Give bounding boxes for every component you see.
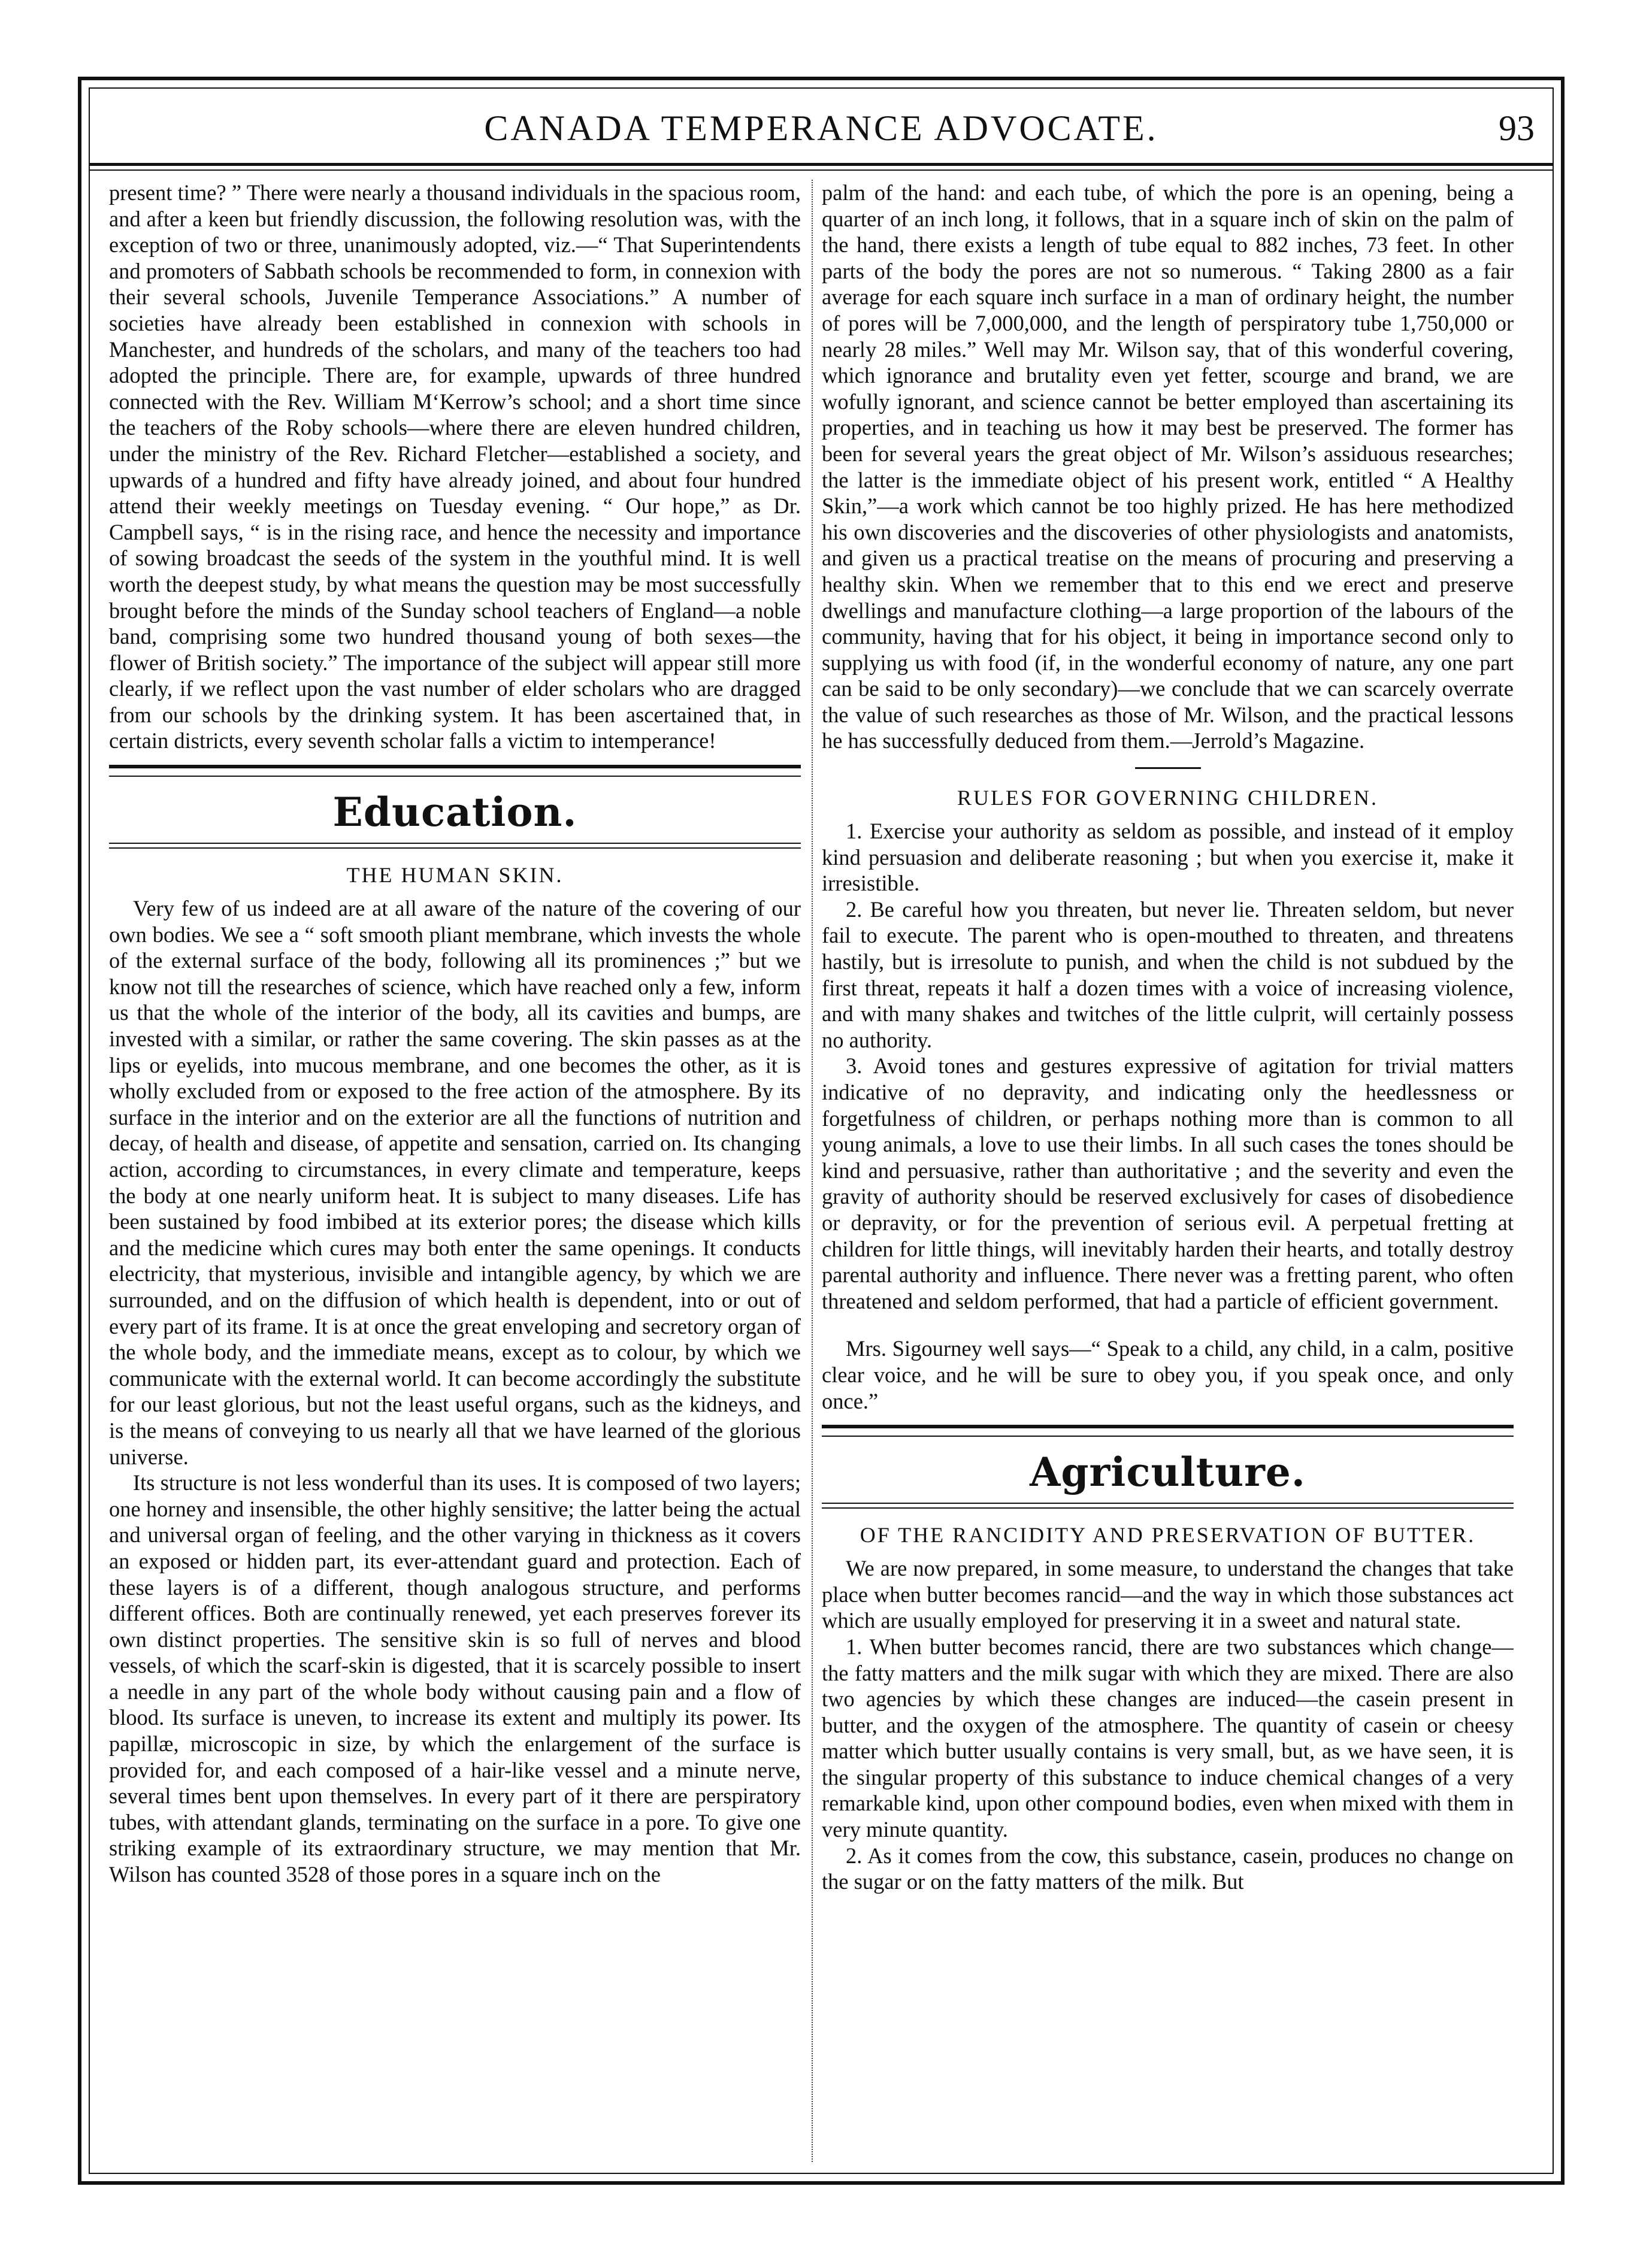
article-continuation: palm of the hand: and each tube, of which the pore is an opening, being a quarter of an inch long, it follows, that in a square inch of skin on the palm of the hand, there exists a length of tube equal to 882 inches, 73 feet. In other parts of the body the pores are not so numerous. “ Taking 2800 as a fair average for each square inch surface in a man of ordinary height, the number of pores will be 7,000,000, and the length of perspiratory tube 1,750,000 or nearly 28 miles.” Well may Mr. Wilson say, that of this wonderful covering, which ignorance and brutality even yet fetter, scourge and brand, we are wofully ignorant, and science cannot be better employed than ascertaining its properties, and in teaching us how it may best be preserved. The former has been for several years the great object of Mr. Wilson’s assiduous researches; the latter is the immediate object of his present work, entitled “ A Healthy Skin,”—a work which cannot be too highly prized. He has here methodized his own discoveries and the discoveries of other physiologists and anatomists, and given us a practical treatise on the means of procuring and preserving a healthy skin. When we remember that to this end we erect and preserve dwellings and manufacture clothing—a large proportion of the labours of the community, having that for his object, it being in importance second only to supplying us with food (if, in the wonderful economy of nature, any one part can be said to be only secondary)—we conclude that we can scarcely overrate the value of such researches as those of Mr. Wilson, and the practical lessons he has successfully deduced from them.—Jerrold’s Magazine. (822, 180, 1514, 753)
quote-paragraph: Mrs. Sigourney well says—“ Speak to a child, any child, in a calm, positive clear voice, and he will be sure to obey you, if you speak once, and only once.” (822, 1336, 1514, 1413)
section-rule (822, 1425, 1514, 1437)
article-paragraph: 2. As it comes from the cow, this substance, casein, produces no change on the sugar or on the fatty matters of the milk. But (822, 1843, 1514, 1894)
rule-item: 1. Exercise your authority as seldom as possible, and instead of it employ kind persuasion and deliberate reasoning ; but when you exercise it, make it irresistible. (822, 819, 1514, 896)
spacer (822, 1314, 1514, 1336)
section-heading-agriculture: Agriculture. (1030, 1449, 1306, 1496)
article-title-human-skin: THE HUMAN SKIN. (346, 863, 564, 888)
article-paragraph: 1. When butter becomes rancid, there are two substances which change—the fatty matters and the milk sugar with which they are mixed. There are also two agencies by which these changes are induced—the casein present in butter, and the oxygen of the atmosphere. The quantity of casein or cheesy matter which butter usually contains is very small, but, as we have seen, it is the singular property of this substance to induce chemical changes of a very remarkable kind, upon other compound bodies, even when mixed with them in very minute quantity. (822, 1634, 1514, 1842)
section-heading-education: Education. (332, 789, 577, 836)
section-rule-double (109, 843, 801, 849)
section-rule-double (822, 1503, 1514, 1509)
article-title-rules: RULES FOR GOVERNING CHILDREN. (957, 786, 1378, 810)
article-title-butter: OF THE RANCIDITY AND PRESERVATION OF BUTTER. (860, 1523, 1476, 1548)
article-paragraph: We are now prepared, in some measure, to understand the changes that take place when butter becomes rancid—and the way in which those substances act which are usually employed for preserving it in a sweet and natural state. (822, 1556, 1514, 1633)
article-continuation: present time? ” There were nearly a thousand individuals in the spacious room, and after a keen but friendly discussion, the following resolution was, with the exception of two or three, unanimously adopted, viz.—“ That Superintendents and promoters of Sabbath schools be recommended to form, in connexion with their several schools, Juvenile Temperance Associations.” A number of societies have already been established in connexion with schools in Manchester, and hundreds of the scholars, and many of the teachers too had adopted the principle. There are, for example, upwards of three hundred connected with the Rev. William M‘Kerrow’s school; and a short time since the teachers of the Roby schools—where there are eleven hundred children, under the ministry of the Rev. Richard Fletcher—established a society, and upwards of a hundred and fifty have already joined, and about four hundred attend their weekly meetings on Tuesday evening. “ Our hope,” as Dr. Campbell says, “ is in the rising race, and hence the necessity and importance of sowing broadcast the seeds of the system in the youthful mind. It is well worth the deepest study, by what means the question may be most successfully brought before the minds of the Sunday school teachers of England—a noble band, comprising some two hundred thousand young of both sexes—the flower of British society.” The importance of the subject will appear still more clearly, if we reflect upon the vast number of elder scholars who are dragged from our schools by the drinking system. It has been ascertained that, in certain districts, every seventh scholar falls a victim to intemperance! (109, 180, 801, 753)
header-rule-thin (89, 169, 1554, 171)
left-column (109, 180, 801, 2162)
column-divider (812, 180, 813, 2162)
article-paragraph: Its structure is not less wonderful than its uses. It is composed of two layers; one horney and insensible, the other highly sensitive; the latter being the actual and universal organ of feeling, and the other varying in thickness as it covers an exposed or hidden part, its ever-attendant guard and protection. Each of these layers is of a different, though analogous structure, and performs different offices. Both are continually renewed, yet each preserves forever its own distinct properties. The sensitive skin is so full of nerves and blood vessels, of which the scarf-skin is digested, that it is scarcely possible to insert a needle in any part of the whole body without causing pain and a flow of blood. Its surface is uneven, to increase its extent and multiply its power. Its papillæ, microscopic in size, by which the enlargement of the surface is provided for, and each composed of a hair-like vessel and a minute nerve, several times bent upon themselves. In every part of it there are perspiratory tubes, with attendant glands, terminating on the surface in a pore. To give one striking example of its extraordinary structure, we may mention that Mr. Wilson has counted 3528 of those pores in a square inch on the (109, 1470, 801, 1887)
right-column (822, 180, 1514, 2162)
newspaper-title: CANADA TEMPERANCE ADVOCATE. (484, 108, 1158, 148)
separator-rule (1135, 767, 1201, 769)
section-rule (109, 765, 801, 777)
header-rule (89, 163, 1554, 166)
article-paragraph: Very few of us indeed are at all aware of the nature of the covering of our own bodies. We see a “ soft smooth pliant membrane, which invests the whole of the external surface of the body, following all its prominences ;” but we know not till the researches of science, which have reached only a few, inform us that the whole of the interior of the body, all its cavities and bumps, are invested with a similar, or rather the same covering. The skin passes as at the lips or eyelids, into mucous membrane, and one becomes the other, as it is wholly excluded from or exposed to the free action of the atmosphere. By its surface in the interior and on the exterior are all the functions of nutrition and decay, of health and disease, of appetite and sensation, carried on. Its changing action, according to circumstances, in every climate and temperature, keeps the body at one nearly uniform heat. It is subject to many diseases. Life has been sustained by food imbibed at its exterior pores; the disease which kills and the medicine which cures may both enter the same openings. It conducts electricity, that mysterious, invisible and intangible agency, by which we are surrounded, and on the diffusion of which health is dependent, into or out of every part of its frame. It is at once the great enveloping and secretory organ of the whole body, and the immediate means, except as to colour, by which we communicate with the external world. It can become accordingly the substitute for our least glorious, but not the least useful organs, such as the kidneys, and is the means of conveying to us nearly all that we have learned of the glorious universe. (109, 896, 801, 1469)
page-number: 93 (1499, 108, 1535, 148)
page-header (90, 108, 1553, 155)
rule-item: 3. Avoid tones and gestures expressive of agitation for trivial matters indicative of no depravity, and indicating only the heedlessness or forgetfulness of children, or perhaps nothing more than is common to all young animals, a love to use their limbs. In all such cases the tones should be kind and persuasive, rather than authoritative ; and the severity and even the gravity of authority should be reserved exclusively for cases of disobedience or depravity, or for the prevention of serious evil. A perpetual fretting at children for little things, will inevitably harden their hearts, and totally destroy parental authority and influence. There never was a fretting parent, who often threatened and seldom performed, that had a particle of efficient government. (822, 1053, 1514, 1313)
rule-item: 2. Be careful how you threaten, but never lie. Threaten seldom, but never fail to execute. The parent who is open-mouthed to threaten, and threatens hastily, but is irresolute to punish, and when the child is not subdued by the first threat, repeats it half a dozen times with a voice of increasing violence, and with many shakes and twitches of the little culprit, will certainly possess no authority. (822, 897, 1514, 1052)
